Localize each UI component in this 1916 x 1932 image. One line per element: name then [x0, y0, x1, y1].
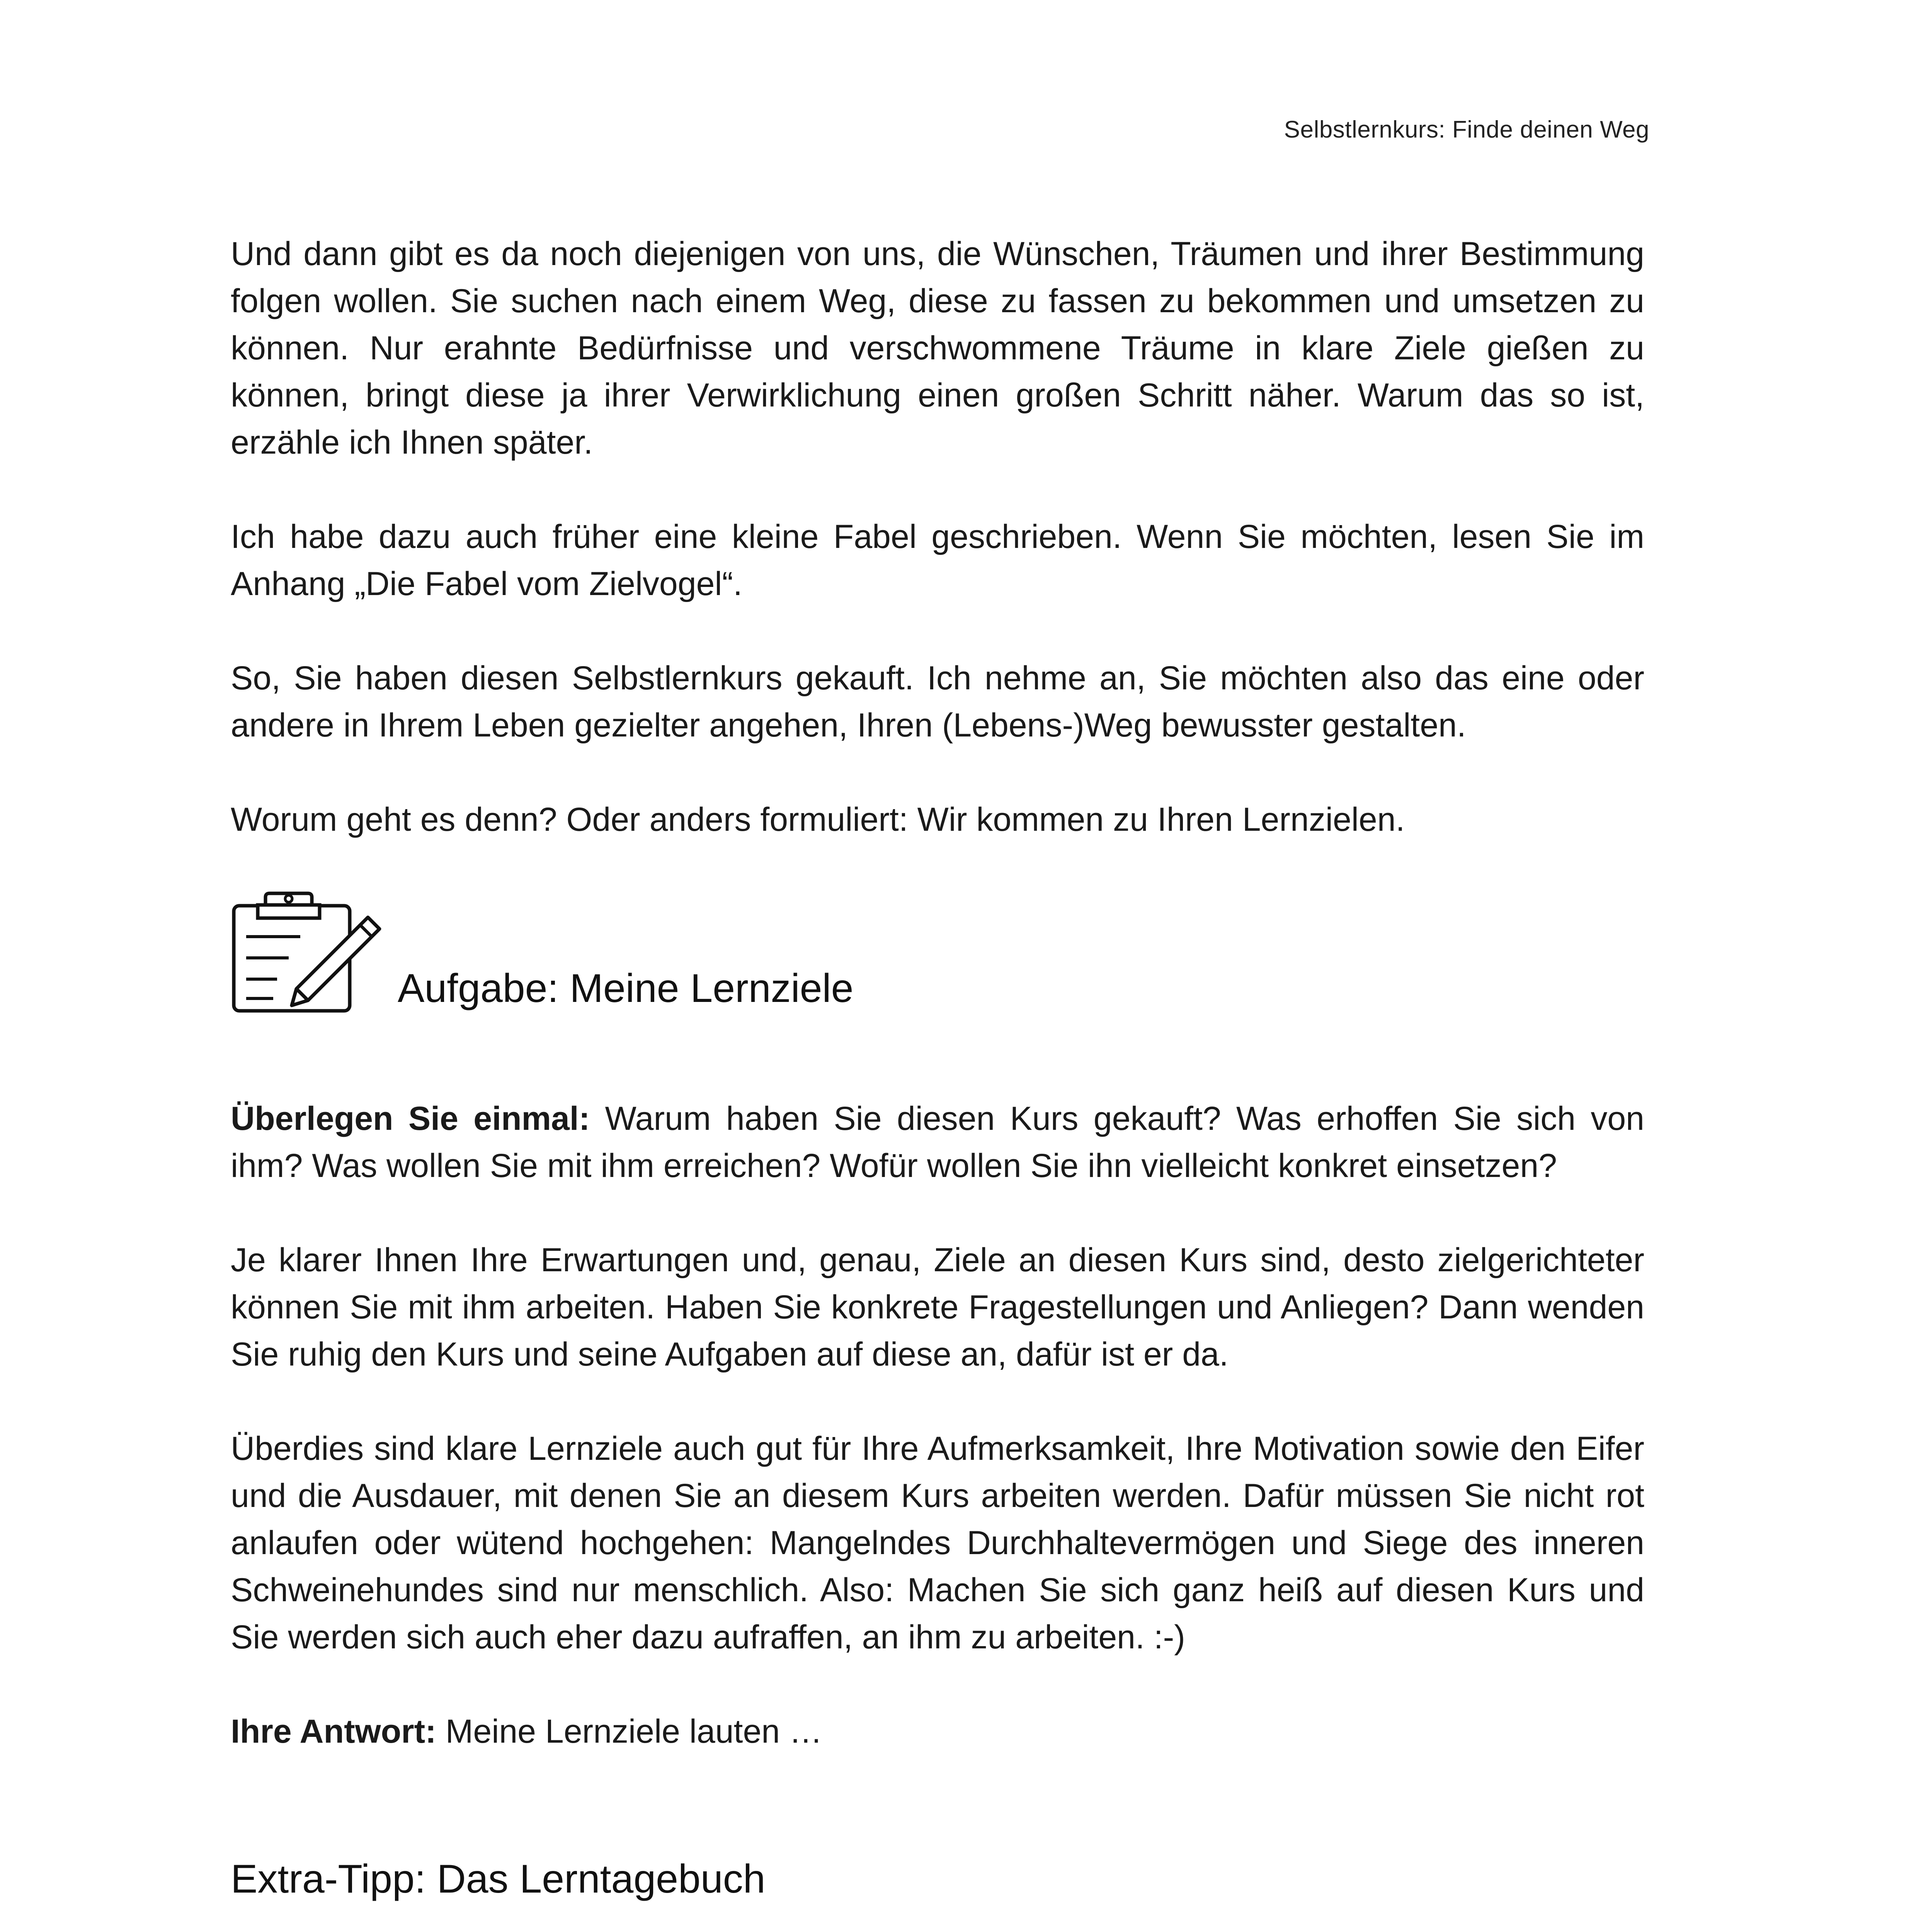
- answer-label: Ihre Antwort:: [231, 1713, 436, 1750]
- extra-tip-heading: Extra-Tipp: Das Lerntagebuch: [231, 1857, 766, 1901]
- intro-paragraph-3: So, Sie haben diesen Selbstlernkurs gekauft. Ich nehme an, Sie möchten also das eine oder andere in Ihrem Leben gezielter angehen, Ihren (Lebens-)Weg bewusster gestalten.: [231, 660, 1644, 744]
- task-paragraph-2: Je klarer Ihnen Ihre Erwartungen und, genau, Ziele an diesen Kurs sind, desto zielgerichteter können Sie mit ihm arbeiten. Haben Sie konkrete Fragestellungen und Anliegen? Dann wenden Sie ruhig den Kurs und seine Aufgaben auf diese an, dafür ist er da.: [231, 1242, 1644, 1373]
- clipboard-pencil-icon: [231, 890, 385, 1014]
- task-heading: Aufgabe: Meine Lernziele: [398, 966, 854, 1011]
- task-paragraph-3: Überdies sind klare Lernziele auch gut für Ihre Aufmerksamkeit, Ihre Motivation sowie den Eifer und die Ausdauer, mit denen Sie an diesem Kurs arbeiten werden. Dafür müssen Sie nicht rot anlaufen oder wütend hochgehen: Mangelndes Durchhaltevermögen und Siege des inneren Schweinehundes sind nur menschlich. Also: Machen Sie sich ganz heiß auf diesen Kurs und Sie werden sich auch eher dazu aufraffen, an ihm zu arbeiten. :-): [231, 1430, 1644, 1656]
- task-prompt-text: Warum haben Sie diesen Kurs gekauft? Was erhoffen Sie sich von ihm? Was wollen Sie mit ihm erreichen? Wofür wollen Sie ihn vielleicht konkret einsetzen?: [231, 1100, 1644, 1184]
- intro-paragraph-2: Ich habe dazu auch früher eine kleine Fabel geschrieben. Wenn Sie möchten, lesen Sie im Anhang „Die Fabel vom Zielvogel“.: [231, 518, 1644, 602]
- task-paragraph-1: [231, 1095, 1644, 1189]
- running-header: Selbstlernkurs: Finde deinen Weg: [1284, 116, 1649, 143]
- intro-paragraph-4: Worum geht es denn? Oder anders formuliert: Wir kommen zu Ihren Lernzielen.: [231, 801, 1405, 838]
- task-answer: [231, 1708, 1644, 1755]
- answer-text: Meine Lernziele lauten …: [436, 1713, 822, 1750]
- extra-tip-section: [231, 1802, 1644, 1932]
- page-body: [231, 230, 1644, 1932]
- intro-paragraph-1: Und dann gibt es da noch diejenigen von uns, die Wünschen, Träumen und ihrer Bestimmung folgen wollen. Sie suchen nach einem Weg, diese zu fassen zu bekommen und umsetzen zu können. Nur erahnte Bedürfnisse und verschwommene Träume in klare Ziele gießen zu können, bringt diese ja ihrer Verwirklichung einen großen Schritt näher. Warum das so ist, erzähle ich Ihnen später.: [231, 235, 1644, 461]
- task-prompt-label: Überlegen Sie einmal:: [231, 1100, 590, 1137]
- task-section-header: [231, 890, 1644, 1068]
